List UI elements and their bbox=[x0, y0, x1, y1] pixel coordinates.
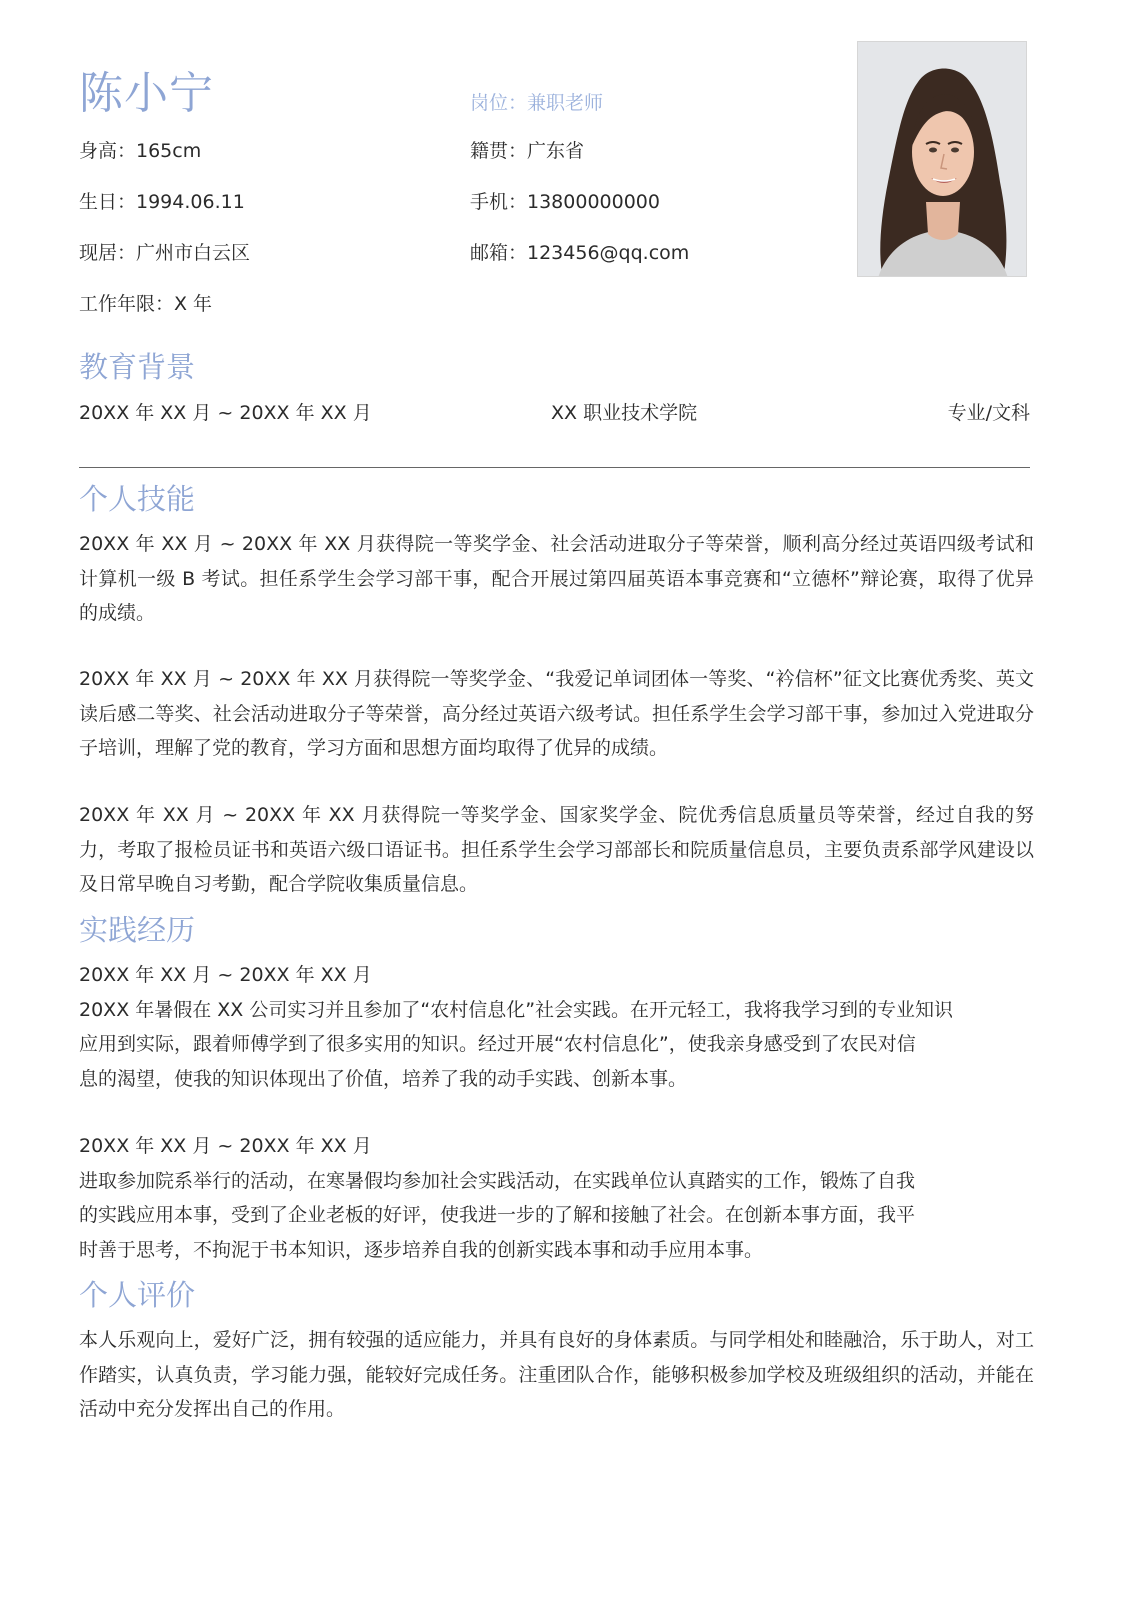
practice-1-period: 20XX 年 XX 月 ~ 20XX 年 XX 月 bbox=[79, 964, 372, 986]
skills-title: 个人技能 bbox=[79, 482, 196, 516]
info-email: 邮箱：123456@qq.com bbox=[470, 242, 690, 264]
job-position: 岗位：兼职老师 bbox=[470, 92, 604, 114]
practice-1-line: 20XX 年暑假在 XX 公司实习并且参加了“农村信息化”社会实践。在开元轻工，我将我学习到的专业知识 bbox=[79, 999, 954, 1021]
profile-photo bbox=[857, 41, 1027, 277]
info-residence: 现居：广州市白云区 bbox=[79, 242, 251, 264]
education-major: 专业/文科 bbox=[947, 402, 1030, 424]
education-school: XX 职业技术学院 bbox=[551, 402, 698, 424]
education-row bbox=[79, 397, 1030, 429]
skills-paragraph-2: 20XX 年 XX 月 ~ 20XX 年 XX 月获得院一等奖学金、“我爱记单词团体一等奖、“衿信杯”征文比赛优秀奖、英文读后感二等奖、社会活动进取分子等荣誉，高分经过英语六级考试。担任系学生会学习部干事，参加过入党进取分子培训，理解了党的教育，学习方面和思想方面均取得了优异的成绩。 bbox=[79, 668, 1034, 759]
practice-1-line: 应用到实际，跟着师傅学到了很多实用的知识。经过开展“农村信息化”，使我亲身感受到了农民对信 bbox=[79, 1033, 916, 1055]
info-height: 身高：165cm bbox=[79, 140, 202, 162]
practice-title: 实践经历 bbox=[79, 913, 196, 947]
education-period: 20XX 年 XX 月 ~ 20XX 年 XX 月 bbox=[79, 402, 372, 424]
candidate-name: 陈小宁 bbox=[79, 68, 214, 119]
section-divider bbox=[79, 467, 1030, 468]
portrait-image bbox=[858, 42, 1027, 277]
practice-1-line: 息的渴望，使我的知识体现出了价值，培养了我的动手实践、创新本事。 bbox=[79, 1068, 688, 1090]
evaluation-title: 个人评价 bbox=[79, 1278, 196, 1312]
practice-2-line: 进取参加院系举行的活动，在寒暑假均参加社会实践活动，在实践单位认真踏实的工作，锻炼了自我 bbox=[79, 1170, 916, 1192]
info-phone: 手机：13800000000 bbox=[470, 191, 660, 213]
evaluation-paragraph: 本人乐观向上，爱好广泛，拥有较强的适应能力，并具有良好的身体素质。与同学相处和睦融洽，乐于助人，对工作踏实，认真负责，学习能力强，能较好完成任务。注重团队合作，能够积极参加学校及班级组织的活动，并能在活动中充分发挥出自己的作用。 bbox=[79, 1329, 1034, 1420]
practice-2-period: 20XX 年 XX 月 ~ 20XX 年 XX 月 bbox=[79, 1135, 372, 1157]
skills-paragraph-3: 20XX 年 XX 月 ~ 20XX 年 XX 月获得院一等奖学金、国家奖学金、院优秀信息质量员等荣誉，经过自我的努力，考取了报检员证书和英语六级口语证书。担任系学生会学习部部长和院质量信息员，主要负责系部学风建设以及日常早晚自习考勤，配合学院收集质量信息。 bbox=[79, 804, 1034, 895]
practice-2-line: 时善于思考，不拘泥于书本知识，逐步培养自我的创新实践本事和动手应用本事。 bbox=[79, 1239, 764, 1261]
info-birthday: 生日：1994.06.11 bbox=[79, 191, 245, 213]
skills-paragraph-1: 20XX 年 XX 月 ~ 20XX 年 XX 月获得院一等奖学金、社会活动进取分子等荣誉，顺利高分经过英语四级考试和计算机一级 B 考试。担任系学生会学习部干事，配合开展过第四届英语本事竞赛和“立德杯”辩论赛，取得了优异的成绩。 bbox=[79, 533, 1034, 624]
info-work-years: 工作年限：X 年 bbox=[79, 293, 213, 315]
education-title: 教育背景 bbox=[79, 350, 196, 384]
info-hometown: 籍贯：广东省 bbox=[470, 140, 585, 162]
practice-2-line: 的实践应用本事，受到了企业老板的好评，使我进一步的了解和接触了社会。在创新本事方面，我平 bbox=[79, 1204, 916, 1226]
